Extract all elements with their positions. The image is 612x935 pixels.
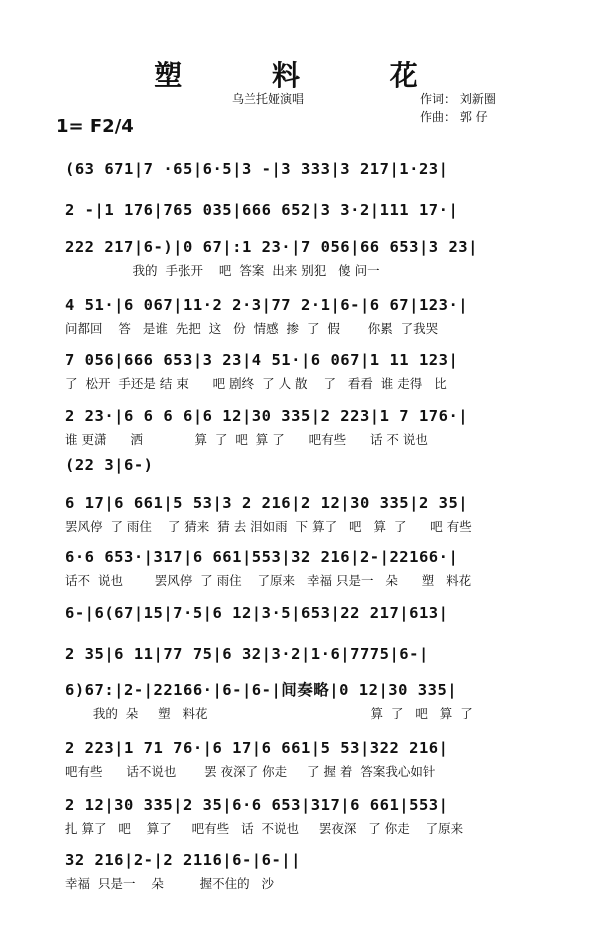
score-line <box>65 677 605 723</box>
score-line <box>65 641 605 667</box>
notation: 2 -|1 176|765 035|666 652|3 3·2|111 17·| <box>65 201 459 219</box>
score-line <box>65 600 605 626</box>
notation: 2 23·|6 6 6 6|6 12|30 335|2 223|1 7 176·| <box>65 407 469 425</box>
lyricist-credit: 作词： 刘新圈 <box>420 92 496 106</box>
score-line <box>65 735 605 781</box>
notation: 222 217|6-)|0 67|:1 23·|7 056|66 653|3 23| <box>65 238 478 256</box>
lyrics: 罢风停 了 雨住 了 猜来 猜 去 泪如雨 下 算了 吧 算 了 吧 有些 <box>65 519 472 534</box>
score-line <box>65 403 605 449</box>
notation: 32 216|2-|2 2116|6-|6-|| <box>65 851 301 869</box>
composer-credit: 作曲： 郭 仔 <box>420 110 488 124</box>
notation: (22 3|6-) <box>65 456 154 474</box>
notation: 6)67:|2-|22166·|6-|6-|间奏略|0 12|30 335| <box>65 681 458 699</box>
notation: 6·6 653·|317|6 661|553|32 216|2-|22166·| <box>65 548 459 566</box>
score-line <box>65 234 605 280</box>
score-line <box>65 847 605 893</box>
notation: 4 51·|6 067|11·2 2·3|77 2·1|6-|6 67|123·| <box>65 296 469 314</box>
lyrics: 吧有些 话不说也 罢 夜深了 你走 了 握 着 答案我心如针 <box>65 764 436 779</box>
lyrics: 问都回 答 是谁 先把 这 份 情感 掺 了 假 你累 了我哭 <box>65 321 439 336</box>
lyrics: 我的 手张开 吧 答案 出来 别犯 傻 问一 <box>65 263 380 278</box>
score-line <box>65 156 605 202</box>
score-line <box>65 490 605 536</box>
lyrics: 话不 说也 罢风停 了 雨住 了原来 幸福 只是一 朵 塑 料花 <box>65 573 472 588</box>
score-line <box>65 544 605 590</box>
key-signature: 1= F2/4 <box>56 116 134 137</box>
lyrics: 谁 更潇 洒 算 了 吧 算 了 吧有些 话 不 说也 <box>65 432 428 447</box>
notation: 6-|6(67|15|7·5|6 12|3·5|653|22 217|613| <box>65 604 449 622</box>
notation: 2 12|30 335|2 35|6·6 653|317|6 661|553| <box>65 796 449 814</box>
notation: (63 671|7 ·65|6·5|3 -|3 333|3 217|1·23| <box>65 160 449 178</box>
score-line <box>65 792 605 838</box>
notation: 2 223|1 71 76·|6 17|6 661|5 53|322 216| <box>65 739 449 757</box>
lyrics: 扎 算了 吧 算了 吧有些 话 不说也 罢夜深 了 你走 了原来 <box>65 821 464 836</box>
lyrics: 幸福 只是一 朵 握不住的 沙 <box>65 876 275 891</box>
notation: 7 056|666 653|3 23|4 51·|6 067|1 11 123| <box>65 351 459 369</box>
song-title: 塑 料 花 <box>154 59 458 92</box>
score-line <box>65 347 605 393</box>
singer-credit: 乌兰托娅演唱 <box>232 92 305 106</box>
lyrics: 我的 朵 塑 料花 算 了 吧 算 了 <box>65 706 473 721</box>
notation: 6 17|6 661|5 53|3 2 216|2 12|30 335|2 35| <box>65 494 469 512</box>
notation: 2 35|6 11|77 75|6 32|3·2|1·6|7775|6-| <box>65 645 429 663</box>
score-line <box>65 452 605 478</box>
lyrics: 了 松开 手还是 结 束 吧 剧终 了 人 散 了 看看 谁 走得 比 <box>65 376 447 391</box>
score-line <box>65 292 605 338</box>
